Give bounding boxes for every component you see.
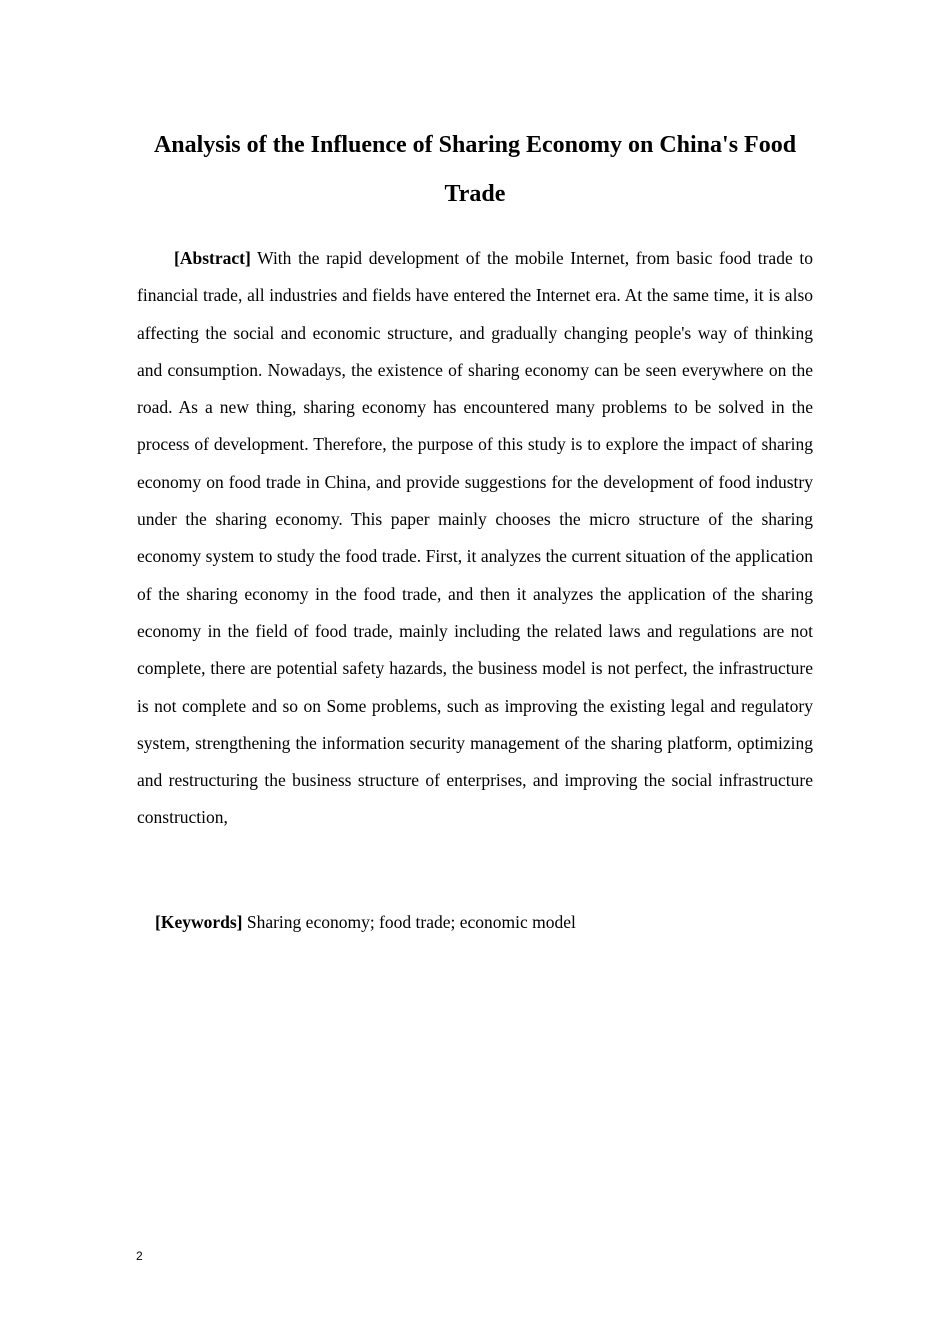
keywords-label: [Keywords] (155, 912, 243, 932)
keywords-line (155, 904, 813, 941)
page-number: 2 (136, 1249, 143, 1263)
abstract-label: [Abstract] (174, 248, 251, 268)
keywords-text: Sharing economy; food trade; economic model (246, 912, 576, 932)
abstract-paragraph (137, 240, 813, 837)
abstract-text: With the rapid development of the mobile Internet, from basic food trade to financial trade, all industries and fields have entered the Internet era. At the same time, it is also affecting the social and economic structure, and gradually changing people's way of thinking and consumption. Nowadays, the existence of sharing economy can be seen everywhere on the road. As a new thing, sharing economy has encountered many problems to be solved in the process of development. Therefore, the purpose of this study is to explore the impact of sharing economy on food trade in China, and provide suggestions for the development of food industry under the sharing economy. This paper mainly chooses the micro structure of the sharing economy system to study the food trade. First, it analyzes the current situation of the application of the sharing economy in the food trade, and then it analyzes the application of the sharing economy in the field of food trade, mainly including the related laws and regulations are not complete, there are potential safety hazards, the business model is not perfect, the infrastructure is not complete and so on Some problems, such as improving the existing legal and regulatory system, strengthening the information security management of the sharing platform, optimizing and restructuring the business structure of enterprises, and improving the social infrastructure construction, (137, 248, 813, 828)
paper-title: Analysis of the Influence of Sharing Economy on China's Food Trade (153, 132, 797, 207)
